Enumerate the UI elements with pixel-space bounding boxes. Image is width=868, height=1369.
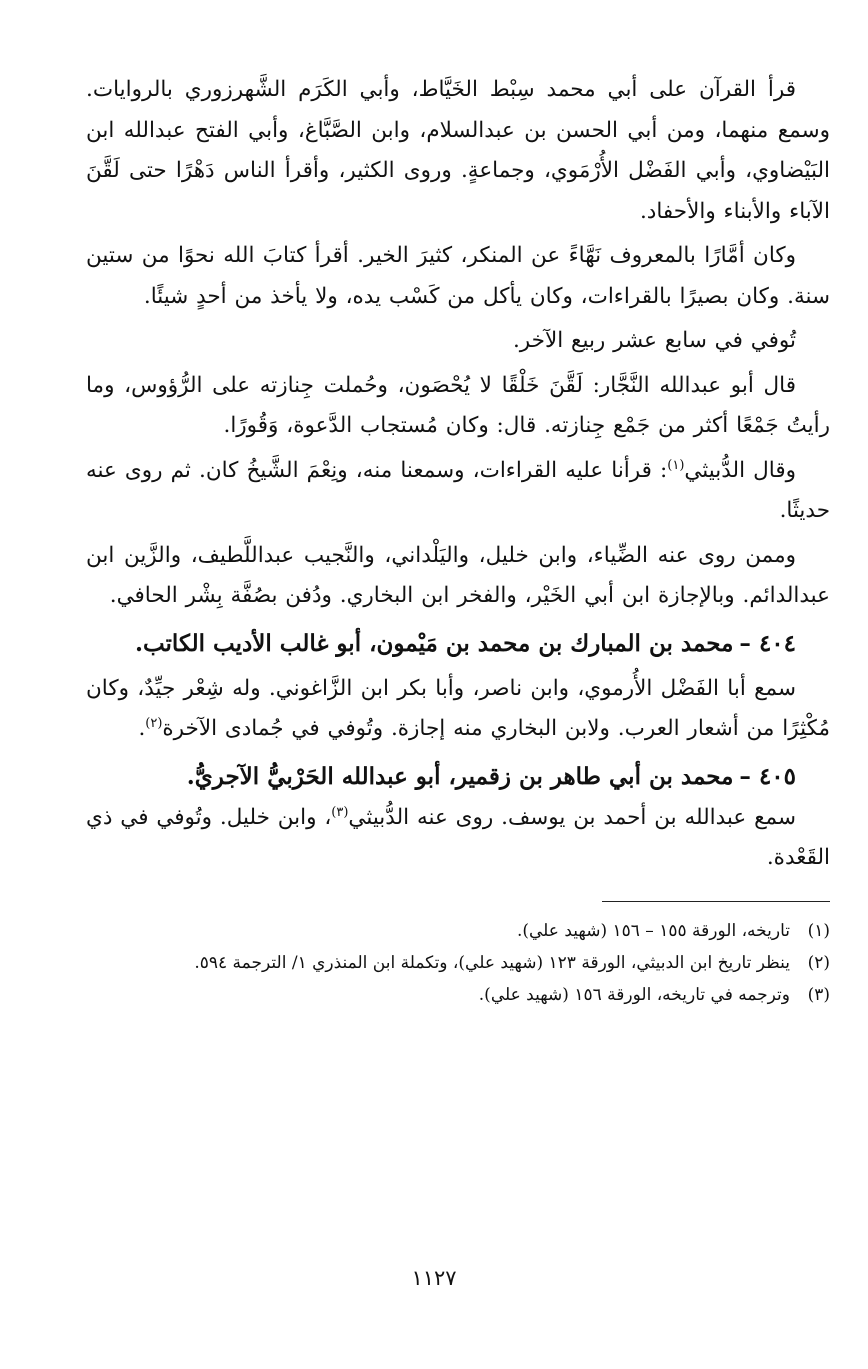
body-paragraph	[86, 798, 830, 879]
footnote-reference[interactable]: (١)	[667, 457, 685, 473]
paragraph-text: تُوفي في سابع عشر ربيع الآخر.	[512, 328, 796, 353]
entry-heading	[86, 623, 830, 665]
footnote-text: ينظر تاريخ ابن الدبيثي، الورقة ١٢٣ (شهيد علي)، وتكملة ابن المنذري ١/ الترجمة ٥٩٤.	[194, 952, 790, 973]
footnote-divider	[602, 901, 830, 902]
entry-title: محمد بن المبارك بن محمد بن مَيْمون، أبو غالب الأديب الكاتب.	[134, 629, 734, 657]
body-paragraph	[86, 669, 830, 750]
entry-heading	[86, 756, 830, 798]
body-paragraph	[86, 536, 830, 617]
footnote-mark: (٢)	[807, 952, 830, 973]
paragraph-text: قال أبو عبدالله النَّجَّار: لَقَّنَ خَلْقًا لا يُحْصَون، وحُملت جِنازته على الرُّؤوس، وما رأيتُ جَمْعًا أكثر من جَمْع جِنازته. قال: وكان مُستجاب الدَّعوة، وَقُورًا.	[86, 372, 830, 438]
entry-number: ٤٠٤ –	[739, 629, 796, 657]
body-paragraph	[86, 236, 830, 317]
paragraph-text: ، وابن خليل. وتُوفي في ذي القَعْدة.	[86, 804, 830, 870]
body-paragraph	[86, 321, 830, 362]
entry-title: محمد بن أبي طاهر بن زقمير، أبو عبدالله الحَرْبيُّ الآجريُّ.	[186, 762, 734, 790]
footnote	[86, 948, 830, 978]
paragraph-text: سمع عبدالله بن أحمد بن يوسف. روى عنه الدُّبيثي	[348, 804, 796, 830]
footnote-mark: (٣)	[807, 984, 830, 1005]
paragraph-text: .	[138, 716, 146, 741]
footnote-reference[interactable]: (٢)	[145, 715, 163, 731]
paragraph-text: وكان أمَّارًا بالمعروف نَهَّاءً عن المنكر، كثيرَ الخير. أقرأ كتابَ الله نحوًا من ستين سنة. وكان بصيرًا بالقراءات، وكان يأكل من كَسْب يده، ولا يأخذ من أحدٍ شيئًا.	[86, 243, 830, 309]
paragraph-text: وممن روى عنه الضِّياء، وابن خليل، واليَلْداني، والنَّجيب عبداللَّطيف، والزَّين ابن عبدالدائم. وبالإجازة ابن أبي الخَيْر، والفخر ابن البخاري. ودُفن بصُفَّة بِشْر الحافي.	[86, 542, 830, 608]
paragraph-text: : قرأنا عليه القراءات، وسمعنا منه، ونِعْمَ الشَّيخُ كان. ثم روى عنه حديثًا.	[86, 457, 830, 523]
footnote-mark: (١)	[807, 920, 830, 941]
paragraph-text: قرأ القرآن على أبي محمد سِبْط الخَيَّاط، وأبي الكَرَم الشَّهرزوري بالروايات. وسمع منهما، ومن أبي الحسن بن عبدالسلام، وابن الصَّبَّاغ، وأبي الفتح عبدالله ابن البَيْضاوي، وأبي الفَضْل الأُرْمَوي، وجماعةٍ. وروى الكثير، وأقرأ الناس دَهْرًا حتى لَقَّنَ الآباء والأبناء والأحفاد.	[86, 77, 830, 224]
body-paragraph	[86, 366, 830, 447]
body-paragraph	[86, 451, 830, 532]
entry-number: ٤٠٥ –	[739, 762, 796, 790]
body-paragraph	[86, 70, 830, 232]
footnote-text: تاريخه، الورقة ١٥٥ – ١٥٦ (شهيد علي).	[516, 920, 790, 941]
paragraph-text: سمع أبا الفَضْل الأُرموي، وابن ناصر، وأبا بكر ابن الزَّاغوني. وله شِعْر جيِّدٌ، وكان مُكْثِرًا من أشعار العرب. ولابن البخاري منه إجازة. وتُوفي في جُمادى الآخرة	[86, 675, 830, 741]
paragraph-text: وقال الدُّبيثي	[684, 457, 796, 483]
footnote-reference[interactable]: (٣)	[331, 804, 349, 820]
footnote	[86, 980, 830, 1010]
page-number: ١١٢٧	[411, 1266, 457, 1290]
footnote	[86, 916, 830, 946]
footnote-text: وترجمه في تاريخه، الورقة ١٥٦ (شهيد علي).	[478, 984, 790, 1005]
